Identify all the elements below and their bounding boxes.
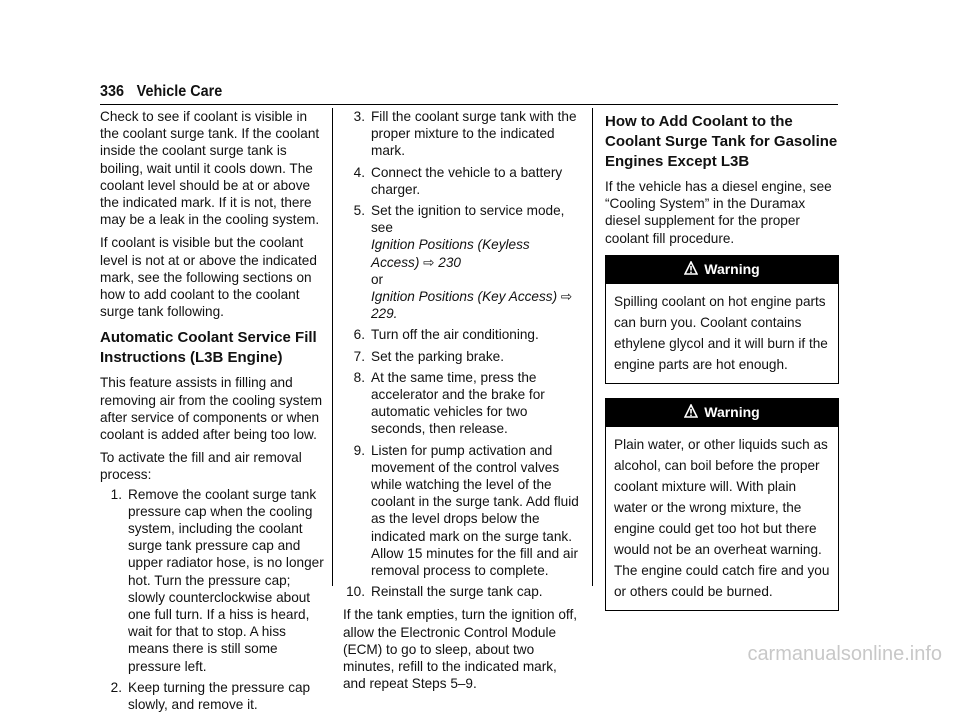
paragraph: If the vehicle has a diesel engine, see “Cooling System” in the Duramax diesel supplement for the proper coolant fill procedure.: [605, 179, 832, 246]
paragraph: If the tank empties, turn the ignition off, allow the Electronic Control Module (ECM) to go to sleep, about two minutes, refill to the indicated mark, and repeat Steps 5–9.: [343, 607, 578, 692]
list-item: [100, 679, 324, 713]
step-number: 5.: [353, 203, 365, 219]
steps-list: [343, 108, 579, 600]
list-item: [343, 108, 579, 160]
step-text: Set the parking brake.: [371, 348, 504, 364]
list-item: [343, 369, 579, 438]
column-divider-2: [592, 108, 593, 586]
column-1: [100, 108, 324, 719]
warning-header: [606, 399, 838, 427]
step-number: 7.: [353, 348, 365, 364]
step-number: 6.: [353, 327, 365, 343]
step-number: 10.: [346, 584, 365, 600]
section-title: Vehicle Care: [136, 83, 223, 100]
section-heading: How to Add Coolant to the Coolant Surge Tank for Gasoline Engines Except L3B: [605, 113, 838, 170]
warning-box: [605, 398, 839, 611]
list-item: [343, 202, 579, 322]
steps-list: [100, 486, 324, 714]
paragraph: To activate the fill and air removal process:: [100, 450, 302, 483]
warning-triangle-icon: [684, 404, 698, 422]
watermark: carmanualsonline.info: [747, 643, 942, 665]
column-2: [343, 108, 579, 699]
paragraph: This feature assists in filling and removing air from the cooling system after service of components or when coolant is added after being too low.: [100, 375, 323, 443]
step-text-main: Set the ignition to service mode, see: [371, 203, 565, 236]
page-number: 336: [100, 83, 125, 100]
step-text: Fill the coolant surge tank with the proper mixture to the indicated mark.: [371, 109, 577, 159]
step-number: 2.: [110, 679, 122, 695]
or-text: or: [371, 271, 384, 287]
paragraph: If coolant is visible but the coolant level is not at or above the indicated mark, see the following sections on how to add coolant to the coolant surge tank following.: [100, 235, 317, 320]
header-rule: [100, 104, 838, 105]
warning-text: Plain water, or other liquids such as alcohol, can boil before the proper coolant mixture will. With plain water or the wrong mixture, the engine could get too hot but there would not be an overheat warning. The engine could catch fire and you or others could be burned.: [614, 436, 830, 599]
list-item: [343, 442, 579, 580]
page-arrow-icon: ⇨: [423, 254, 435, 270]
cross-reference-link[interactable]: Ignition Positions (Keyless Access): [371, 237, 530, 270]
warning-header: [606, 256, 838, 284]
section-heading: Automatic Coolant Service Fill Instructions (L3B Engine): [100, 329, 317, 367]
step-number: 4.: [353, 164, 365, 180]
page-header: [100, 83, 766, 103]
step-text: Reinstall the surge tank cap.: [371, 584, 543, 600]
list-item: [343, 164, 579, 198]
step-text: At the same time, press the accelerator and the brake for automatic vehicles for two seconds, then release.: [371, 369, 545, 437]
list-item: [343, 348, 579, 365]
page-reference[interactable]: 229.: [371, 306, 398, 322]
warning-text: Spilling coolant on hot engine parts can burn you. Coolant contains ethylene glycol and it will burn if the engine parts are hot enough.: [614, 293, 828, 372]
page-arrow-icon: ⇨: [560, 289, 573, 305]
list-item: [343, 326, 579, 343]
warning-title: Warning: [704, 261, 760, 278]
step-text: Connect the vehicle to a battery charger.: [371, 164, 563, 197]
step-number: 8.: [353, 369, 365, 385]
page-reference[interactable]: 230: [438, 254, 461, 270]
step-number: 9.: [353, 442, 365, 458]
step-text: [371, 202, 579, 322]
warning-box: [605, 255, 839, 384]
warning-title: Warning: [704, 404, 760, 421]
list-item: [343, 583, 579, 600]
warning-triangle-icon: [684, 261, 698, 279]
step-text: Keep turning the pressure cap slowly, and remove it.: [128, 679, 311, 713]
cross-reference-link[interactable]: Ignition Positions (Key Access): [371, 289, 558, 305]
step-text: Remove the coolant surge tank pressure cap when the cooling system, including the coolant surge tank pressure cap and upper radiator hose, is no longer hot. Turn the pressure cap; slowly counterclockwise about one full turn. If a hiss is heard, wait for that to stop. A hiss means there is still some pressure left.: [128, 486, 324, 674]
column-3: [605, 108, 839, 625]
step-number: 1.: [110, 486, 122, 502]
column-divider-1: [332, 108, 333, 586]
list-item: [100, 486, 324, 675]
step-number: 3.: [353, 109, 365, 124]
paragraph: Check to see if coolant is visible in the coolant surge tank. If the coolant inside the coolant surge tank is boiling, wait until it cools down. The coolant level should be at or above the indicated mark. If it is not, there may be a leak in the cooling system.: [100, 109, 320, 228]
step-text: Listen for pump activation and movement of the control valves while watching the level of the coolant in the surge tank. Add fluid as the level drops below the indicated mark on the surge tank. Allow 15 minutes for the fill and air removal process to complete.: [371, 442, 579, 579]
step-text: Turn off the air conditioning.: [371, 327, 539, 343]
